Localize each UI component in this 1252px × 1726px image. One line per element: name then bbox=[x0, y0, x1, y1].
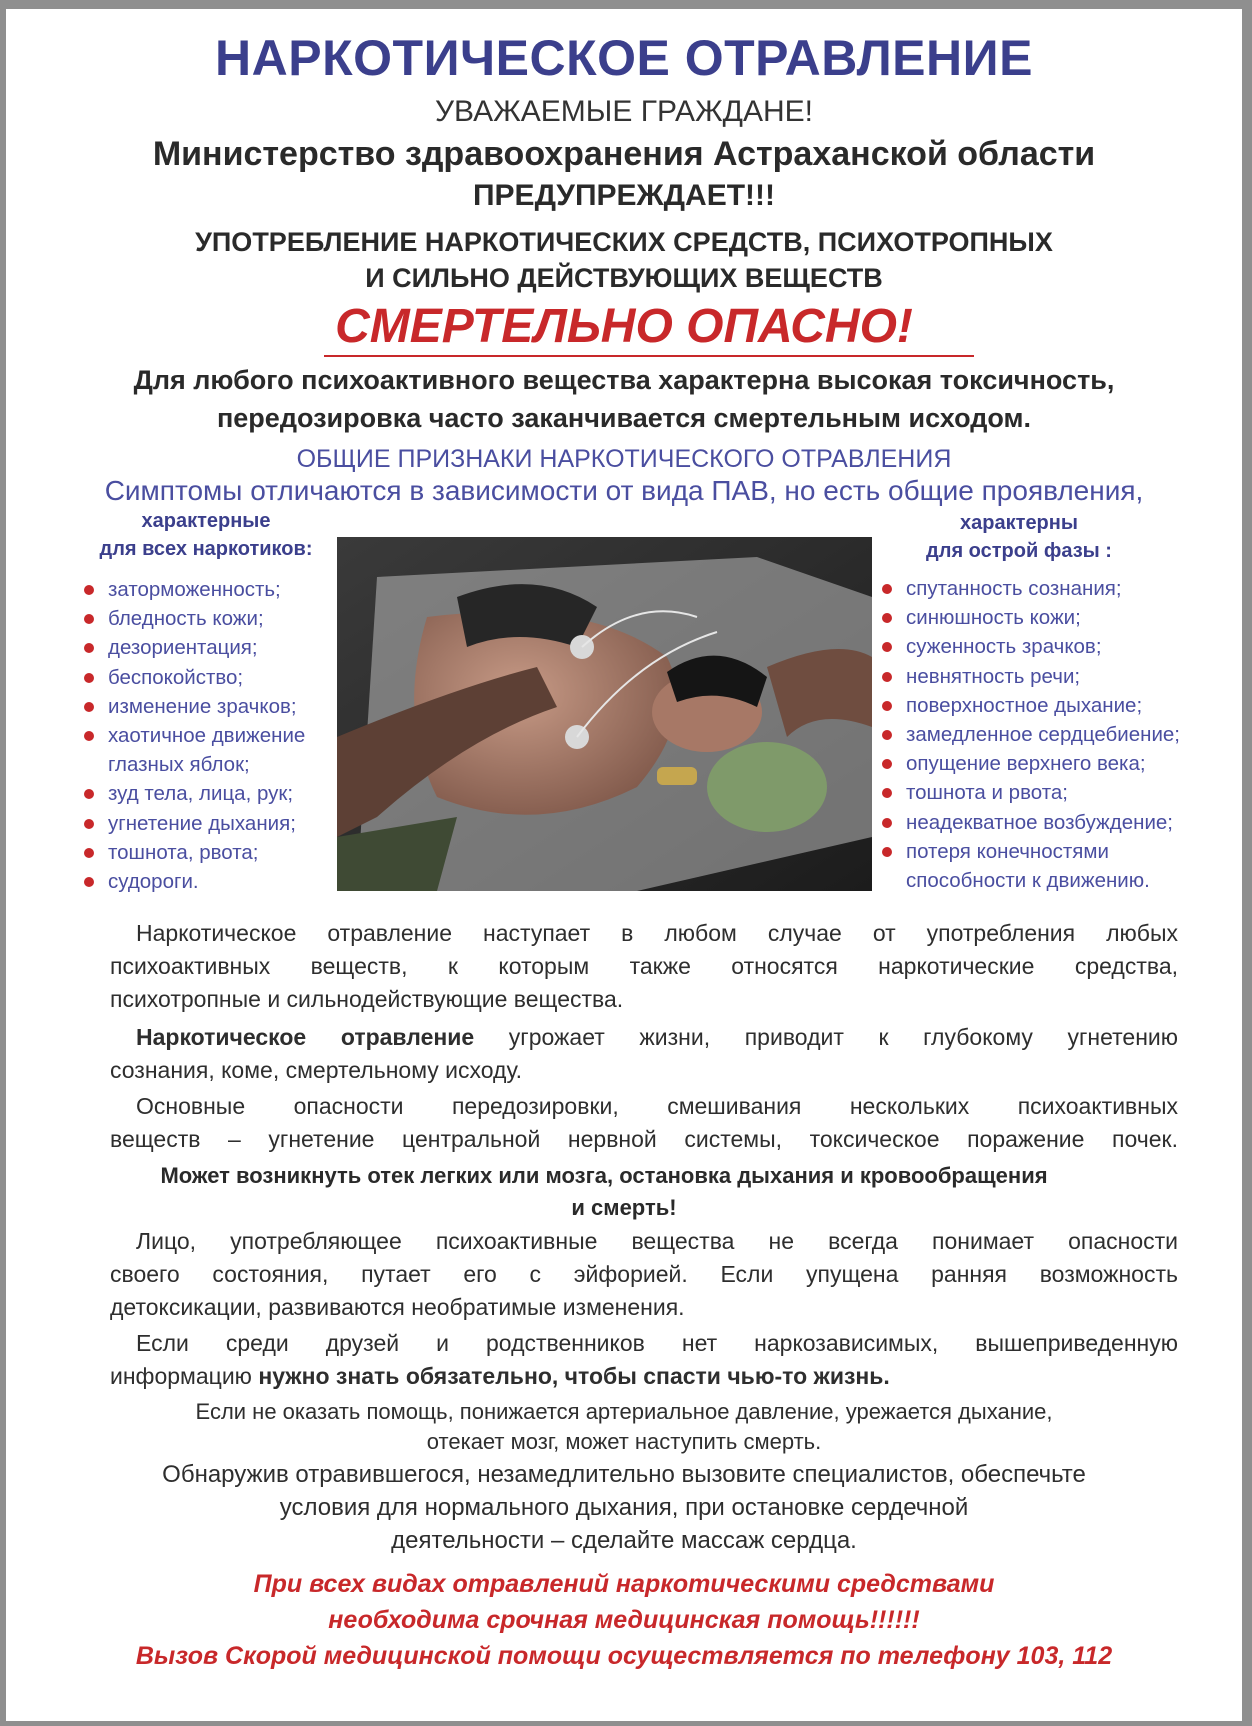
symptom-item: беспокойство; bbox=[84, 663, 354, 692]
ministry-name: Министерство здравоохранения Астраханской области bbox=[152, 135, 1096, 173]
symptom-item: тошнота, рвота; bbox=[84, 838, 354, 867]
bullet-icon bbox=[84, 585, 94, 595]
ambulance-phone-line: Вызов Скорой медицинской помощи осуществляется по телефону 103, 112 bbox=[135, 1642, 1113, 1670]
symptom-item: угнетение дыхания; bbox=[84, 809, 354, 838]
paragraph-life-threat: Наркотическое отравление угрожает жизни, приводит к глубокому угнетению сознания, коме, смертельному исходу. bbox=[110, 1024, 1178, 1083]
usage-line-2: И СИЛЬНО ДЕЙСТВУЮЩИХ ВЕЩЕСТВ bbox=[365, 263, 883, 293]
right-column-heading: характерны для острой фазы : bbox=[926, 512, 1112, 562]
toxicity-line-1: Для любого психоактивного вещества характерна высокая токсичность, bbox=[133, 365, 1115, 395]
edema-warning-line-2: и смерть! bbox=[571, 1195, 677, 1220]
poster-title: НАРКОТИЧЕСКОЕ ОТРАВЛЕНИЕ bbox=[215, 30, 1033, 86]
paragraph-euphoria: Лицо, употребляющее психоактивные вещества не всегда понимает опасности своего состояния, путает его с эйфорией. Если упущена ранняя возможность детоксикации, развиваются необратимые изменения. bbox=[110, 1228, 1178, 1320]
symptom-item: способности к движению. bbox=[906, 869, 1150, 893]
usage-line-1: УПОТРЕБЛЕНИЕ НАРКОТИЧЕСКИХ СРЕДСТВ, ПСИХОТРОПНЫХ bbox=[195, 227, 1053, 257]
deadly-underline bbox=[324, 355, 974, 357]
poster-page bbox=[6, 9, 1242, 1721]
symptoms-list-acute-phase bbox=[882, 574, 1222, 895]
paragraph-must-know: Если среди друзей и родственников нет наркозависимых, вышеприведенную информацию нужно знать обязательно, чтобы спасти чью-то жизнь. bbox=[110, 1330, 1178, 1389]
bullet-icon bbox=[84, 789, 94, 799]
first-aid-line-3: деятельности – сделайте массаж сердца. bbox=[391, 1527, 857, 1554]
consequence-line-1: Если не оказать помощь, понижается артериальное давление, урежается дыхание, bbox=[195, 1399, 1053, 1424]
symptom-item: судороги. bbox=[84, 867, 354, 896]
symptom-item: спутанность сознания; bbox=[882, 574, 1222, 603]
bullet-icon bbox=[882, 701, 892, 711]
bullet-icon bbox=[882, 730, 892, 740]
greeting: УВАЖАЕМЫЕ ГРАЖДАНЕ! bbox=[435, 95, 813, 128]
bullet-icon bbox=[84, 848, 94, 858]
toxicity-line-2: передозировка часто заканчивается смертельным исходом. bbox=[216, 403, 1032, 433]
first-aid-line-1: Обнаружив отравившегося, незамедлительно вызовите специалистов, обеспечьте bbox=[162, 1461, 1086, 1488]
bullet-icon bbox=[84, 702, 94, 712]
edema-warning-line-1: Может возникнуть отек легких или мозга, остановка дыхания и кровообращения bbox=[160, 1163, 1048, 1188]
bullet-icon bbox=[84, 819, 94, 829]
left-column-heading: характерные для всех наркотиков: bbox=[99, 510, 313, 560]
bullet-icon bbox=[882, 584, 892, 594]
bullet-icon bbox=[882, 672, 892, 682]
symptom-item: бледность кожи; bbox=[84, 604, 354, 633]
bullet-icon bbox=[882, 818, 892, 828]
paragraph-main-dangers: Основные опасности передозировки, смешивания нескольких психоактивных веществ – угнетение центральной нервной системы, токсическое поражение почек. bbox=[110, 1093, 1178, 1152]
signs-heading: ОБЩИЕ ПРИЗНАКИ НАРКОТИЧЕСКОГО ОТРАВЛЕНИЯ bbox=[296, 445, 952, 473]
bullet-icon bbox=[882, 613, 892, 623]
bullet-icon bbox=[84, 731, 94, 741]
bullet-icon bbox=[882, 788, 892, 798]
symptom-item: потеря конечностями bbox=[882, 837, 1222, 866]
symptom-item: опущение верхнего века; bbox=[882, 749, 1222, 778]
bullet-icon bbox=[84, 643, 94, 653]
first-aid-line-2: условия для нормального дыхания, при остановке сердечной bbox=[279, 1494, 969, 1521]
emergency-line-1: При всех видах отравлений наркотическими средствами bbox=[253, 1570, 995, 1598]
symptoms-intro: Симптомы отличаются в зависимости от вида ПАВ, но есть общие проявления, bbox=[104, 475, 1144, 506]
paragraph-overdose-definition: Наркотическое отравление наступает в любом случае от употребления любых психоактивных веществ, к которым также относятся наркотические средства, психотропные и сильнодействующие вещества. bbox=[110, 920, 1178, 1012]
symptom-item: изменение зрачков; bbox=[84, 692, 354, 721]
symptom-item: хаотичное движение bbox=[84, 721, 354, 750]
symptom-item: замедленное сердцебиение; bbox=[882, 720, 1222, 749]
bullet-icon bbox=[84, 614, 94, 624]
bullet-icon bbox=[882, 759, 892, 769]
symptom-item: тошнота и рвота; bbox=[882, 778, 1222, 807]
symptoms-list-all-drugs bbox=[84, 575, 354, 896]
bullet-icon bbox=[84, 877, 94, 887]
warning-heading: ПРЕДУПРЕЖДАЕТ!!! bbox=[472, 179, 776, 212]
symptom-item: поверхностное дыхание; bbox=[882, 691, 1222, 720]
bullet-icon bbox=[882, 847, 892, 857]
overdose-photo bbox=[337, 537, 872, 891]
overdose-photo-illustration bbox=[337, 537, 872, 891]
bullet-icon bbox=[882, 642, 892, 652]
deadly-warning: СМЕРТЕЛЬНО ОПАСНО! bbox=[335, 300, 913, 353]
symptom-item: глазных яблок; bbox=[108, 753, 250, 777]
symptom-item: суженность зрачков; bbox=[882, 632, 1222, 661]
symptom-item: дезориентация; bbox=[84, 633, 354, 662]
symptom-item: невнятность речи; bbox=[882, 662, 1222, 691]
bullet-icon bbox=[84, 673, 94, 683]
symptom-item: синюшность кожи; bbox=[882, 603, 1222, 632]
symptom-item: заторможенность; bbox=[84, 575, 354, 604]
symptom-item: неадекватное возбуждение; bbox=[882, 808, 1222, 837]
emergency-line-2: необходима срочная медицинская помощь!!!!!! bbox=[328, 1606, 920, 1634]
symptom-item: зуд тела, лица, рук; bbox=[84, 779, 354, 808]
consequence-line-2: отекает мозг, может наступить смерть. bbox=[426, 1429, 822, 1454]
